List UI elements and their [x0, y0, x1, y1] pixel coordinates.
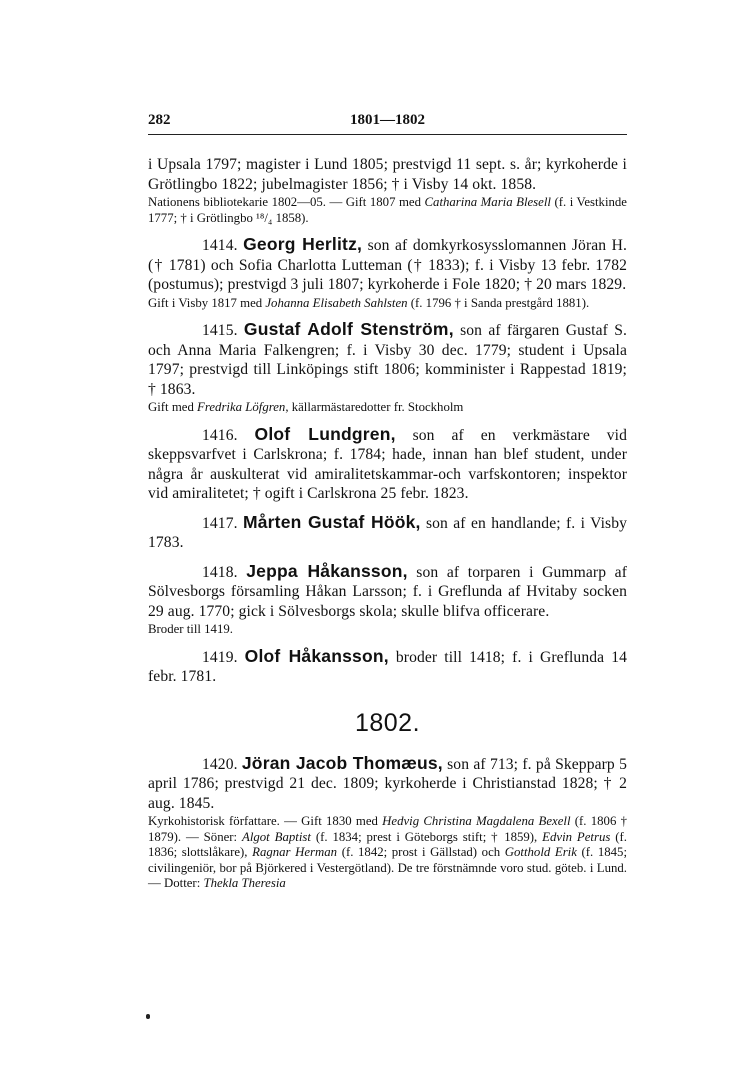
- entry-1417: [148, 513, 627, 553]
- entry-1415: [148, 320, 627, 416]
- entry-number: 1416.: [202, 426, 238, 444]
- entry-1416: [148, 425, 627, 504]
- entry-note: Broder till 1419.: [148, 622, 233, 636]
- entry-1414: [148, 235, 627, 311]
- entry-body: 1419. Olof Håkansson, broder till 1418; f. i Greflunda 14 febr. 1781.: [148, 645, 628, 685]
- entry-note: Gift i Visby 1817 med Johanna Elisabeth Sahlsten (f. 1796 † i Sanda prestgård 1881).: [148, 295, 590, 310]
- entry-number: 1415.: [202, 322, 238, 339]
- entry-body: 1417. Mårten Gustaf Höök, son af en handlande; f. i Visby 1783.: [148, 511, 627, 551]
- entry-1418: [148, 562, 627, 638]
- continuation-body: i Upsala 1797; magister i Lund 1805; prestvigd 11 sept. s. år; kyrkoherde i Grötlingbo 1822; jubelmagister 1856; † i Visby 14 okt. 1858.: [148, 156, 627, 193]
- page-number: 282: [148, 112, 171, 128]
- book-page: [148, 112, 627, 892]
- entry-name: Mårten Gustaf Höök,: [242, 511, 421, 532]
- entry-name: Olof Håkansson,: [244, 645, 389, 666]
- entry-number: 1420.: [202, 755, 238, 773]
- entry-body: 1420. Jöran Jacob Thomæus, son af 713; f. på Skepparp 5 april 1786; prestvigd 21 dec. 1809; kyrkoherde i Christianstad 1828; † 2 aug. 1845.: [148, 752, 627, 812]
- running-title: 1801—1802: [350, 112, 425, 128]
- entry-number: 1414.: [202, 237, 238, 254]
- entry-note: Kyrkohistorisk författare. — Gift 1830 med Hedvig Christina Magdalena Bexell (f. 1806 † 1879). — Söner: Algot Baptist (f. 1834; prest i Göteborgs stift; † 1859), Edvin Petrus (f. 1836; slottslåkare), Ragnar Herman (f. 1842; prost i Gällstad) och Gotthold Erik (f. 1845; civilingeniör, bor på Björkered i Vestergötland). De tre förstnämnde voro stud. göteb. i Lund. — Dotter: Thekla Theresia: [148, 814, 628, 890]
- continuation-note: Nationens bibliotekarie 1802—05. — Gift 1807 med Catharina Maria Blesell (f. i Vestkinde 1777; † i Grötlingbo ¹⁸/₄ 1858).: [148, 195, 627, 225]
- entry-number: 1418.: [202, 563, 238, 581]
- entry-name: Gustaf Adolf Stenström,: [243, 319, 454, 339]
- entry-body: 1416. Olof Lundgren, son af en verkmästare vid skeppsvarfvet i Carlskrona; f. 1784; hade, innan han blef student, under några år auskulterat vid amiralitetskammar-och varfskontoren; inspektor vid amiralitetet; † ogift i Carlskrona 25 febr. 1823.: [148, 423, 627, 502]
- entry-note: Gift med Fredrika Löfgren, källarmästaredotter fr. Stockholm: [148, 400, 464, 414]
- entry-body: 1414. Georg Herlitz, son af domkyrkosysslomannen Jöran H. († 1781) och Sofia Charlotta Lutteman († 1833); f. i Visby 13 febr. 1782 (postumus); prestvigd 3 juli 1807; kyrkoherde i Fole 1820; † 20 mars 1829.: [148, 234, 627, 293]
- continuation-entry: [148, 155, 627, 226]
- entry-name: Jöran Jacob Thomæus,: [241, 752, 443, 773]
- entry-name: Georg Herlitz,: [243, 234, 363, 254]
- entry-number: 1419.: [202, 648, 238, 666]
- entry-body: 1418. Jeppa Håkansson, son af torparen i Gummarp af Sölvesborgs församling Håkan Larsson; f. i Greflunda af Hvitaby socken 29 aug. 1770; gick i Sölvesborgs skola; skulle blifva officerare.: [148, 560, 628, 620]
- entry-name: Jeppa Håkansson,: [246, 560, 408, 581]
- entry-number: 1417.: [202, 514, 238, 532]
- entry-body: 1415. Gustaf Adolf Stenström, son af färgaren Gustaf S. och Anna Maria Falkengren; f. i Visby 30 dec. 1779; student i Upsala 1797; prestvigd till Linköpings stift 1806; komminister i Rappestad 1819; † 1863.: [148, 319, 628, 398]
- entry-1419: [148, 647, 627, 687]
- ink-speck: [146, 1014, 150, 1019]
- entry-1420: [148, 754, 627, 892]
- page-header: [148, 112, 627, 135]
- main-text: [148, 155, 627, 892]
- section-year-heading: 1802.: [354, 708, 421, 737]
- entry-name: Olof Lundgren,: [254, 423, 396, 444]
